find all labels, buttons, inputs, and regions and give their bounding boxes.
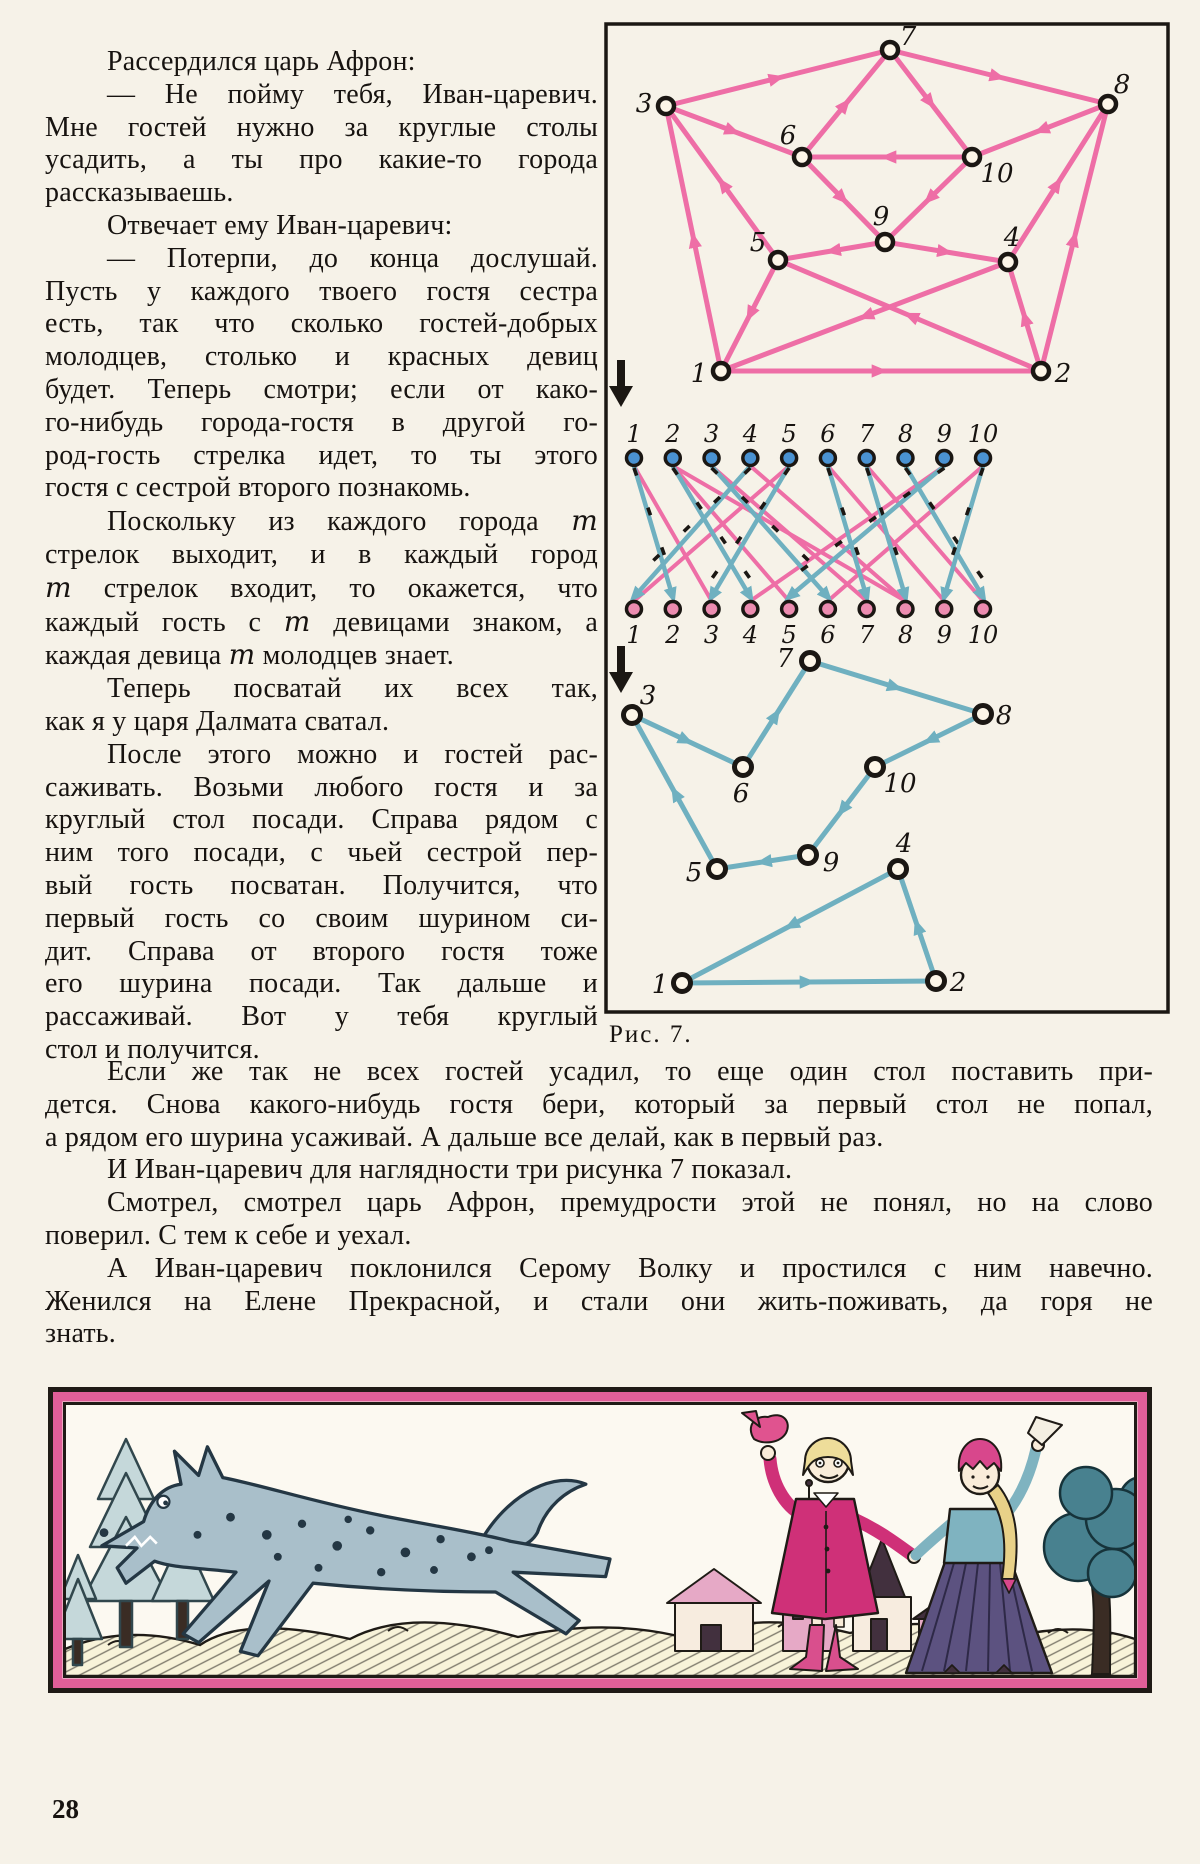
graph-node-label: 9 — [822, 848, 840, 878]
bipartite-edge — [828, 466, 983, 601]
graph-node — [802, 653, 819, 670]
sister-node-label: 9 — [936, 621, 952, 649]
sister-node-label: 7 — [859, 621, 875, 649]
text-line: Отвечает ему Иван-царевич: — [107, 209, 453, 241]
text-line: стол и получится. — [45, 1033, 260, 1065]
graph-node — [882, 42, 898, 58]
graph-node — [794, 149, 810, 165]
graph-node — [658, 98, 674, 114]
guest-node-label: 5 — [781, 420, 797, 448]
graph-node — [624, 707, 641, 724]
graph-edge — [1008, 262, 1041, 371]
graph-node-label: 8 — [1113, 70, 1131, 100]
down-arrow-icon — [609, 646, 633, 693]
graph-node-label: 1 — [690, 359, 708, 389]
graph-node — [674, 975, 691, 992]
sister-node-label: 5 — [781, 621, 797, 649]
text-line: Смотрел, смотрел царь Афрон, премудрости этой не понял, но на слово — [107, 1187, 1153, 1219]
text-line: поверил. С тем к себе и уехал. — [45, 1219, 412, 1251]
graph-node-label: 6 — [732, 779, 750, 809]
story-illustration — [48, 1387, 1152, 1693]
text-line: усадить, а ты про какие-то города — [45, 144, 598, 176]
sister-node — [937, 602, 952, 617]
page-number: 28 — [52, 1794, 79, 1824]
sister-node — [820, 602, 835, 617]
graph-node — [928, 973, 945, 990]
text-line: молодцев, столько и красных девиц — [45, 341, 598, 373]
guest-node-label: 3 — [703, 420, 720, 448]
guest-node-label: 9 — [936, 420, 952, 448]
sister-node-label: 10 — [967, 621, 999, 649]
guest-node — [859, 451, 874, 466]
graph-node — [975, 706, 992, 723]
graph-edge — [632, 715, 717, 869]
guest-node — [627, 451, 642, 466]
text-line: гостя с сестрой второго познакомь. — [45, 472, 471, 504]
text-line: Мне гостей нужно за круглые столы — [45, 111, 598, 143]
text-line: дется. Снова какого-нибудь гостя бери, который за первый стол не попал, — [45, 1088, 1153, 1120]
graph-edge — [885, 242, 1008, 262]
graph-node — [1000, 254, 1016, 270]
graph-node-label: 2 — [1054, 359, 1072, 389]
graph-node-label: 5 — [685, 858, 703, 888]
round-table-cycles-graph — [624, 644, 1013, 1000]
text-line: дит. Справа от второго гостя тоже — [45, 935, 598, 967]
guest-node — [898, 451, 913, 466]
graph-node-label: 3 — [635, 89, 653, 119]
graph-edge — [898, 869, 936, 981]
guest-node-label: 1 — [626, 420, 642, 448]
graph-edge — [808, 767, 875, 855]
text-line: саживать. Возьми любого гостя и за — [45, 771, 598, 803]
text-line: Теперь посватай их всех так, — [107, 673, 598, 705]
cities-graph — [636, 22, 1131, 389]
text-line: каждый гость с m девицами знаком, а — [45, 604, 599, 638]
graph-edge — [717, 855, 808, 869]
text-line: — Потерпи, до конца дослушай. — [107, 242, 598, 274]
sister-node — [898, 602, 913, 617]
sister-node — [782, 602, 797, 617]
sister-node-label: 2 — [665, 621, 681, 649]
guest-node-label: 10 — [967, 420, 999, 448]
text-line: рассаживай. Вот у тебя круглый — [45, 1001, 598, 1033]
graph-node-label: 9 — [872, 202, 890, 232]
guest-node-label: 2 — [665, 420, 681, 448]
graph-node-label: 7 — [776, 644, 794, 674]
text-line: род-гость стрелка идет, то ты этого — [45, 439, 598, 471]
sister-node — [743, 602, 758, 617]
graph-node-label: 3 — [639, 681, 657, 711]
text-line: А Иван-царевич поклонился Серому Волку и простился с ним навечно. — [107, 1252, 1153, 1284]
graph-edge — [972, 104, 1108, 157]
graph-edge — [802, 50, 890, 157]
text-line: знать. — [45, 1318, 116, 1350]
graph-node-label: 8 — [995, 701, 1013, 731]
text-line: го-нибудь города-гостя в другой го- — [45, 406, 598, 438]
graph-node — [964, 149, 980, 165]
guest-node-label: 4 — [742, 420, 758, 448]
graph-node — [890, 861, 907, 878]
graph-edge — [810, 661, 983, 714]
graph-node — [1033, 363, 1049, 379]
graph-edge — [875, 714, 983, 767]
guest-node — [704, 451, 719, 466]
text-line: рассказываешь. — [45, 177, 234, 209]
graph-edge — [682, 869, 898, 983]
text-line: каждая девица m молодцев знает. — [45, 638, 455, 672]
graph-node — [877, 234, 893, 250]
acquaintance-bipartite-graph — [626, 420, 998, 649]
graph-node-label: 10 — [883, 769, 917, 799]
text-line: его шурина посади. Так дальше и — [45, 968, 598, 1000]
sister-node-label: 4 — [742, 621, 758, 649]
graph-edge — [743, 661, 810, 767]
text-line: ним того посади, с чьей сестрой пер- — [45, 837, 598, 869]
text-line: будет. Теперь смотри; если от како- — [45, 373, 598, 405]
guest-node — [782, 451, 797, 466]
matching-edge — [905, 466, 983, 597]
sister-node — [665, 602, 680, 617]
graph-node — [770, 252, 786, 268]
sister-node-label: 3 — [703, 621, 720, 649]
text-line: как я у царя Далмата сватал. — [45, 705, 390, 737]
guest-node-label: 8 — [897, 420, 914, 448]
guest-node-label: 7 — [859, 420, 875, 448]
text-line: Пусть у каждого твоего гостя сестра — [45, 275, 598, 307]
graph-node-label: 7 — [899, 22, 917, 52]
guest-node — [937, 451, 952, 466]
text-line: первый гость со своим шурином си- — [45, 902, 598, 934]
graph-node — [867, 759, 884, 776]
sister-node-label: 1 — [626, 621, 642, 649]
text-line: m стрелок входит, то окажется, что — [45, 570, 598, 604]
sister-node — [704, 602, 719, 617]
graph-edge — [721, 262, 1008, 371]
guest-node — [743, 451, 758, 466]
guest-node-label: 6 — [820, 420, 836, 448]
graph-node-label: 10 — [980, 159, 1014, 189]
graph-edge — [778, 260, 1041, 371]
text-line: круглый стол посади. Справа рядом с — [45, 804, 598, 836]
graph-node — [709, 861, 726, 878]
graph-edge — [1008, 104, 1108, 262]
text-line: Женился на Елене Прекрасной, и стали они жить-поживать, да горя не — [45, 1285, 1153, 1317]
text-line: Рассердился царь Афрон: — [107, 46, 416, 77]
graph-edge — [666, 50, 890, 106]
text-line: И Иван-царевич для наглядности три рисунка 7 показал. — [107, 1154, 793, 1186]
graph-node-label: 4 — [895, 829, 913, 859]
guest-node — [976, 451, 991, 466]
graph-node-label: 5 — [749, 228, 767, 258]
graph-node-label: 1 — [651, 970, 669, 1000]
text-line: а рядом его шурина усаживай. А дальше все делай, как в первый раз. — [45, 1121, 884, 1153]
graph-node-label: 6 — [779, 121, 797, 151]
graph-edge — [778, 242, 885, 260]
text-line: После этого можно и гостей рас- — [107, 738, 598, 770]
text-line: Если же так не всех гостей усадил, то еще один стол поставить при- — [107, 1056, 1153, 1087]
graph-node-label: 4 — [1003, 223, 1021, 253]
graph-node-label: 2 — [949, 968, 967, 998]
sister-node-label: 8 — [897, 621, 914, 649]
graph-edge — [1041, 104, 1108, 371]
sister-node — [627, 602, 642, 617]
graph-node — [800, 847, 817, 864]
text-line: вый гость посватан. Получится, что — [45, 869, 598, 901]
figure-caption: Рис. 7. — [609, 1021, 693, 1048]
graph-edge — [682, 981, 936, 983]
graph-node — [735, 759, 752, 776]
graph-node — [713, 363, 729, 379]
text-line: Поскольку из каждого города m — [107, 504, 598, 538]
guest-node — [820, 451, 835, 466]
text-line: — Не пойму тебя, Иван-царевич. — [107, 78, 598, 110]
down-arrow-icon — [609, 360, 633, 407]
sister-node-label: 6 — [820, 621, 836, 649]
graph-edge — [885, 157, 972, 242]
text-line: есть, так что сколько гостей-добрых — [45, 308, 598, 340]
sister-node — [976, 602, 991, 617]
guest-node — [665, 451, 680, 466]
sister-node — [859, 602, 874, 617]
text-line: стрелок выходит, и в каждый город — [45, 538, 598, 570]
